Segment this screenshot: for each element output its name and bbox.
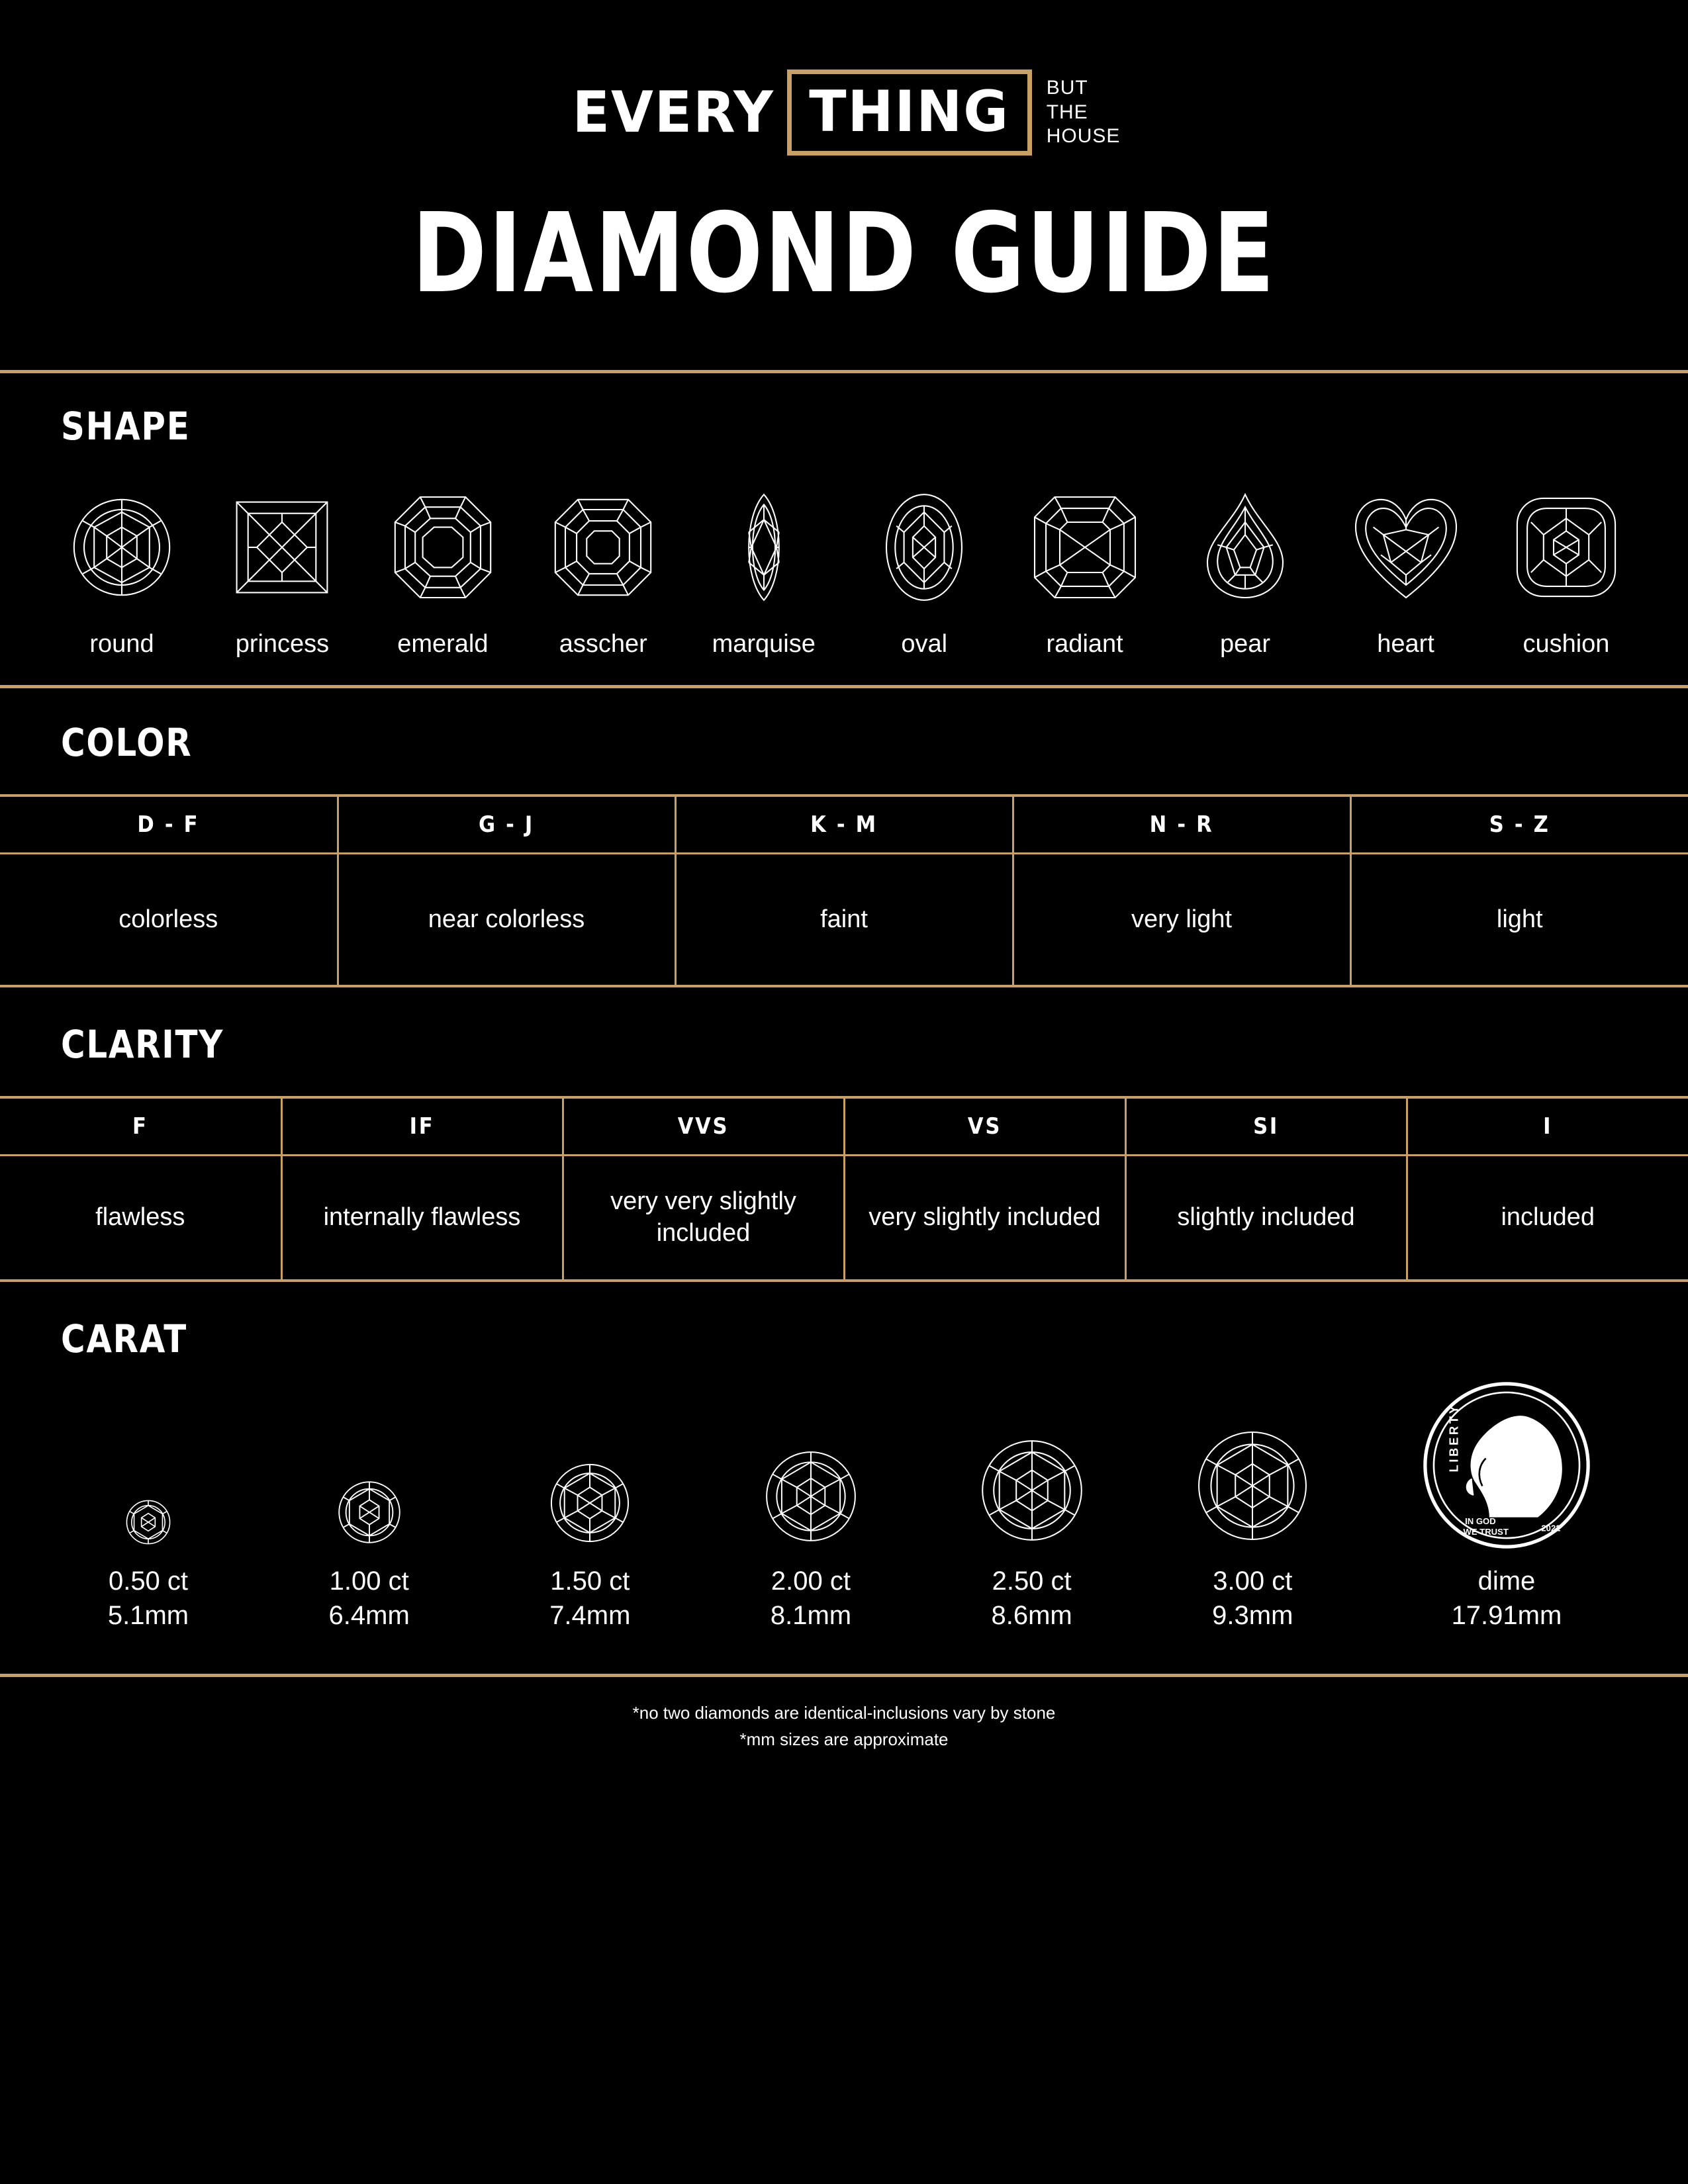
section-shape <box>0 373 1688 685</box>
section-heading-clarity: CLARITY <box>61 1021 224 1067</box>
carat-item <box>49 1368 248 1633</box>
clarity-description-row <box>0 1155 1688 1281</box>
carat-size: 6.4mm <box>328 1601 410 1630</box>
carat-list <box>0 1368 1688 1633</box>
round-diamond-icon <box>59 484 185 610</box>
round-diamond-icon <box>976 1434 1088 1547</box>
section-heading-shape: SHAPE <box>61 404 191 449</box>
princess-diamond-icon <box>219 484 345 610</box>
color-description-cell: faint <box>675 854 1013 986</box>
shape-label: asscher <box>559 630 647 658</box>
logo-tagline-line1: BUT <box>1046 77 1088 99</box>
shape-item-cushion <box>1496 484 1636 659</box>
section-heading-carat: CARAT <box>61 1316 187 1361</box>
divider-footer <box>0 1674 1688 1677</box>
color-description-cell: colorless <box>0 854 338 986</box>
footnotes <box>0 1700 1688 1753</box>
shape-label: cushion <box>1523 630 1610 658</box>
round-diamond-icon <box>1192 1425 1313 1547</box>
brand-logo <box>0 0 1688 156</box>
clarity-table <box>0 1096 1688 1283</box>
color-description-row <box>0 854 1688 986</box>
shape-label: princess <box>235 630 330 658</box>
color-grade-cell: D - F <box>17 796 321 854</box>
reference-name: dime <box>1477 1567 1536 1596</box>
shape-item-princess <box>212 484 352 659</box>
shape-item-oval <box>854 484 994 659</box>
shape-label: heart <box>1377 630 1434 658</box>
color-grade-cell: K - M <box>692 796 996 854</box>
shape-label: oval <box>901 630 948 658</box>
section-heading-color: COLOR <box>61 720 193 765</box>
color-grade-row <box>0 796 1688 854</box>
round-diamond-icon <box>546 1459 633 1547</box>
shape-label: round <box>89 630 154 658</box>
carat-item <box>491 1368 689 1633</box>
round-diamond-icon <box>761 1446 861 1547</box>
carat-item <box>270 1368 469 1633</box>
carat-size: 8.6mm <box>991 1601 1072 1630</box>
coin-motto-line2: WE TRUST <box>1463 1526 1509 1537</box>
color-description-cell: near colorless <box>338 854 675 986</box>
clarity-grade-cell: IF <box>295 1097 549 1156</box>
color-grade-cell: N - R <box>1030 796 1334 854</box>
shape-label: emerald <box>397 630 489 658</box>
color-description-cell: light <box>1350 854 1688 986</box>
clarity-grade-cell: I <box>1421 1097 1674 1156</box>
footnote-line: *no two diamonds are identical-inclusions vary by stone <box>632 1703 1056 1723</box>
logo-tagline-line3: HOUSE <box>1046 125 1121 148</box>
clarity-description-cell: slightly included <box>1125 1155 1407 1281</box>
section-clarity <box>0 987 1688 1283</box>
carat-item <box>933 1368 1131 1633</box>
carat-size: 8.1mm <box>770 1601 852 1630</box>
coin-liberty-text: LIBERTY <box>1446 1403 1461 1473</box>
carat-weight: 0.50 ct <box>108 1567 189 1596</box>
carat-item <box>712 1368 910 1633</box>
clarity-grade-cell: VS <box>858 1097 1111 1156</box>
section-carat <box>0 1282 1688 1633</box>
shape-item-asscher <box>533 484 673 659</box>
shape-item-radiant <box>1015 484 1155 659</box>
clarity-grade-cell: VVS <box>577 1097 830 1156</box>
color-grade-cell: S - Z <box>1368 796 1671 854</box>
carat-weight: 1.50 ct <box>550 1567 630 1596</box>
carat-size: 9.3mm <box>1212 1601 1293 1630</box>
logo-thing-box <box>787 69 1031 156</box>
clarity-grade-row <box>0 1097 1688 1156</box>
carat-weight: 2.50 ct <box>992 1567 1072 1596</box>
shape-label: radiant <box>1046 630 1123 658</box>
clarity-description-cell: very very slightly included <box>563 1155 844 1281</box>
logo-word-every: EVERY <box>572 79 774 146</box>
clarity-grade-cell: F <box>14 1097 267 1156</box>
color-description-cell: very light <box>1013 854 1350 986</box>
shape-list <box>0 484 1688 659</box>
carat-weight: 1.00 ct <box>329 1567 409 1596</box>
clarity-description-cell: flawless <box>0 1155 281 1281</box>
shape-item-pear <box>1175 484 1315 659</box>
carat-size: 7.4mm <box>549 1601 631 1630</box>
coin-year: 2022 <box>1541 1523 1561 1533</box>
shape-label: pear <box>1220 630 1271 658</box>
coin-motto-line1: IN GOD <box>1465 1516 1496 1527</box>
cushion-diamond-icon <box>1503 484 1629 610</box>
radiant-diamond-icon <box>1022 484 1148 610</box>
clarity-description-cell: included <box>1407 1155 1688 1281</box>
shape-item-round <box>52 484 192 659</box>
heart-diamond-icon <box>1343 484 1469 610</box>
logo-tagline-line2: THE <box>1046 101 1088 123</box>
round-diamond-icon <box>335 1478 404 1547</box>
marquise-diamond-icon <box>701 484 827 610</box>
oval-diamond-icon <box>861 484 987 610</box>
logo-tagline <box>1047 76 1121 149</box>
round-diamond-icon <box>124 1498 173 1547</box>
carat-weight: 2.00 ct <box>771 1567 851 1596</box>
emerald-diamond-icon <box>380 484 506 610</box>
carat-reference-dime <box>1374 1379 1639 1633</box>
shape-item-emerald <box>373 484 513 659</box>
reference-size: 17.91mm <box>1451 1601 1562 1630</box>
clarity-description-cell: internally flawless <box>281 1155 563 1281</box>
section-color <box>0 688 1688 987</box>
carat-item <box>1153 1368 1352 1633</box>
carat-size: 5.1mm <box>107 1601 189 1630</box>
color-table <box>0 794 1688 987</box>
pear-diamond-icon <box>1182 484 1308 610</box>
footnote-line: *mm sizes are approximate <box>739 1729 949 1750</box>
clarity-grade-cell: SI <box>1139 1097 1393 1156</box>
dime-coin-icon <box>1420 1379 1593 1552</box>
carat-weight: 3.00 ct <box>1213 1567 1293 1596</box>
logo-word-thing: THING <box>809 79 1010 145</box>
clarity-description-cell: very slightly included <box>844 1155 1125 1281</box>
shape-label: marquise <box>712 630 816 658</box>
shape-item-heart <box>1336 484 1476 659</box>
page-title: DIAMOND GUIDE <box>412 190 1276 318</box>
color-grade-cell: G - J <box>355 796 659 854</box>
asscher-diamond-icon <box>540 484 666 610</box>
shape-item-marquise <box>694 484 834 659</box>
